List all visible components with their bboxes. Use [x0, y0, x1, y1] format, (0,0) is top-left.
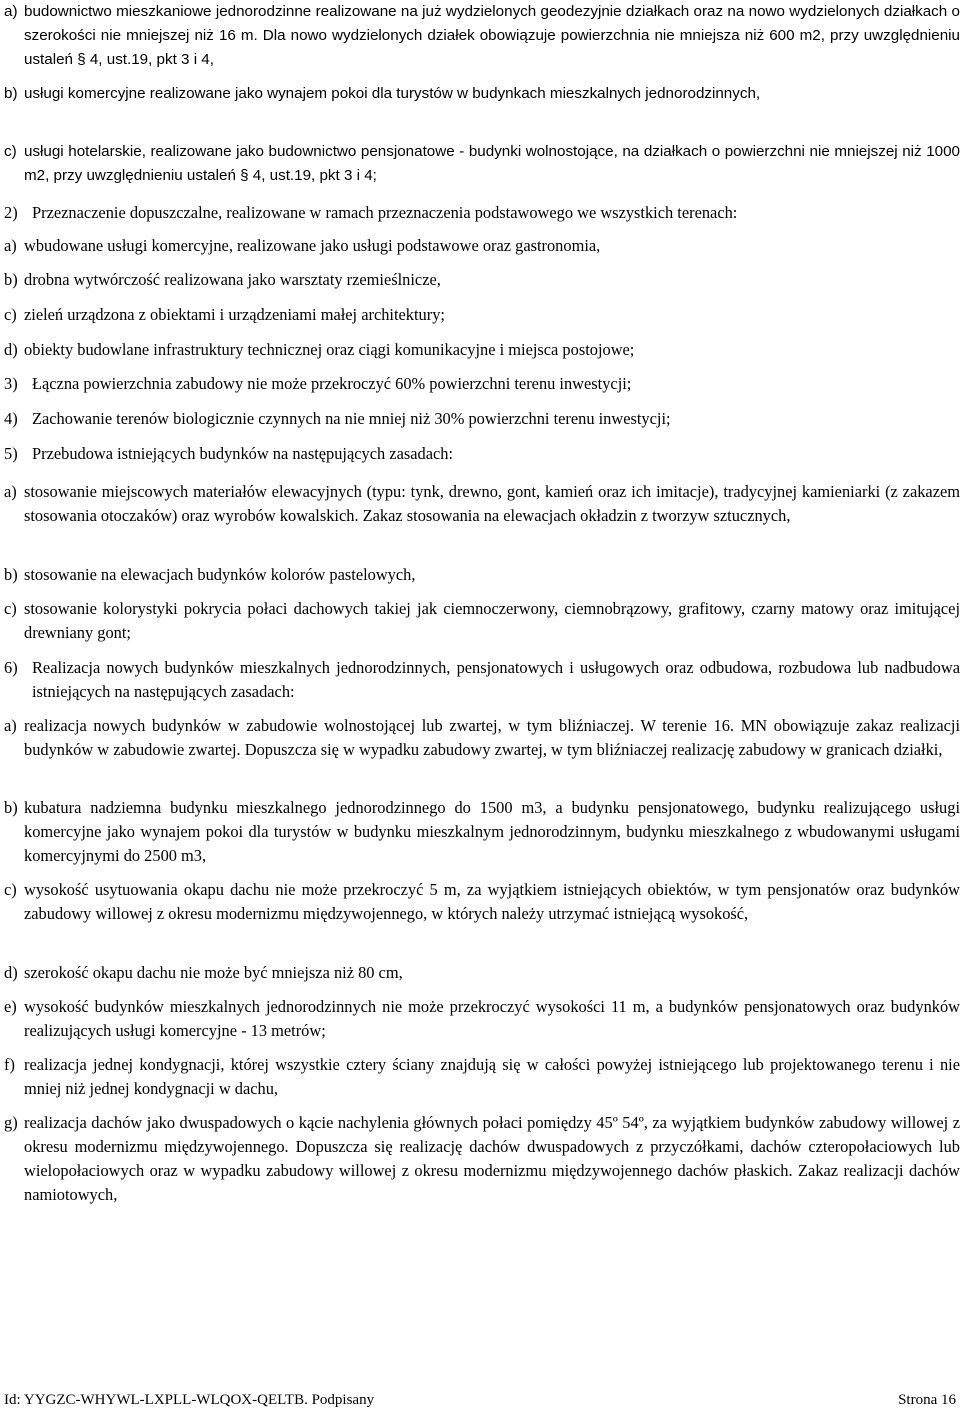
item-marker: 3): [4, 374, 22, 393]
item-text: stosowanie miejscowych materiałów elewacyjnych (typu: tynk, drewno, gont, kamień oraz ich imitacje), tradycyjnej kamieniarki (z zakazem stosowania otoczaków) oraz wyrobów kowalskich. Zakaz stosowania na elewacjach okładzin z tworzyw sztucznych,: [24, 482, 960, 525]
item-text: obiekty budowlane infrastruktury technicznej oraz ciągi komunikacyjne i miejsca postojowe;: [24, 340, 635, 359]
item-marker: c): [4, 305, 21, 324]
list-item: [4, 1053, 960, 1101]
page-number: Strona 16: [898, 1392, 956, 1408]
item-marker: g): [4, 1113, 22, 1132]
item-text: zieleń urządzona z obiektami i urządzeniami małej architektury;: [24, 305, 445, 324]
document-id: Id: YYGZC-WHYWL-LXPLL-WLQOX-QELTB. Podpisany: [4, 1392, 375, 1408]
item-marker: 4): [4, 409, 22, 428]
item-text: stosowanie na elewacjach budynków kolorów pastelowych,: [24, 565, 416, 584]
list-item: [4, 407, 960, 431]
item-marker: 2): [4, 203, 22, 222]
item-text: budownictwo mieszkaniowe jednorodzinne realizowane na już wydzielonych geodezyjnie działkach oraz na nowo wydzielonych działkach o szerokości nie mniejszej niż 16 m. Dla nowo wydzielonych działek obowiązuje powierzchnia nie mniejsza niż 600 m2, przy uwzględnieniu ustaleń § 4, ust.19, pkt 3 i 4,: [24, 3, 960, 68]
list-item: [4, 480, 960, 528]
page-footer: [4, 1388, 956, 1412]
item-text: realizacja jednej kondygnacji, której wszystkie cztery ściany znajdują się w całości powyżej istniejącego lub projektowanego terenu i nie mniej niż jednej kondygnacji w dachu,: [24, 1055, 960, 1098]
item-marker: b): [4, 565, 22, 584]
list-item: [4, 878, 960, 926]
item-marker: b): [4, 85, 22, 102]
item-text: Realizacja nowych budynków mieszkalnych jednorodzinnych, pensjonatowych i usługowych oraz odbudowa, rozbudowa lub nadbudowa istniejących na następujących zasadach:: [32, 658, 960, 701]
item-marker: 5): [4, 444, 22, 463]
item-text: Zachowanie terenów biologicznie czynnych na nie mniej niż 30% powierzchni terenu inwestycji;: [32, 409, 671, 428]
item-text: Przebudowa istniejących budynków na następujących zasadach:: [32, 444, 453, 463]
list-item: [4, 442, 960, 466]
item-marker: a): [4, 236, 21, 255]
item-marker: f): [4, 1055, 20, 1074]
list-item: [4, 714, 960, 762]
list-item: [4, 1111, 960, 1207]
item-text: Przeznaczenie dopuszczalne, realizowane w ramach przeznaczenia podstawowego we wszystkich terenach:: [32, 203, 738, 222]
item-text: Łączna powierzchnia zabudowy nie może przekroczyć 60% powierzchni terenu inwestycji;: [32, 374, 632, 393]
item-marker: d): [4, 963, 22, 982]
item-text: stosowanie kolorystyki pokrycia połaci dachowych takiej jak ciemnoczerwony, ciemnobrązowy, grafitowy, czarny matowy oraz imitującej drewniany gont;: [24, 599, 960, 642]
item-marker: e): [4, 997, 21, 1016]
item-marker: c): [4, 599, 21, 618]
item-text: usługi hotelarskie, realizowane jako budownictwo pensjonatowe - budynki wolnostojące, na działkach o powierzchni nie mniejszej niż 1000 m2, przy uwzględnieniu ustaleń § 4, ust.19, pkt 3 i 4;: [24, 143, 960, 184]
list-item: [4, 656, 960, 704]
item-marker: 6): [4, 658, 22, 677]
item-marker: a): [4, 3, 22, 20]
list-item: [4, 372, 960, 396]
item-text: szerokość okapu dachu nie może być mniejsza niż 80 cm,: [24, 963, 403, 982]
list-item: [4, 338, 960, 362]
item-marker: c): [4, 880, 21, 899]
item-marker: b): [4, 270, 22, 289]
list-item: [4, 0, 960, 72]
list-item: [4, 796, 960, 868]
list-item: [4, 82, 960, 106]
item-marker: a): [4, 482, 21, 501]
item-marker: b): [4, 798, 22, 817]
item-text: wysokość usytuowania okapu dachu nie może przekroczyć 5 m, za wyjątkiem istniejących obiektów, w tym pensjonatów oraz budynków zabudowy willowej z okresu modernizmu międzywojennego, w których należy utrzymać istniejącą wysokość,: [24, 880, 960, 923]
item-text: drobna wytwórczość realizowana jako warsztaty rzemieślnicze,: [24, 270, 441, 289]
item-marker: d): [4, 340, 22, 359]
item-marker: a): [4, 716, 21, 735]
item-text: realizacja dachów jako dwuspadowych o kącie nachylenia głównych połaci pomiędzy 45º 54º, za wyjątkiem budynków zabudowy willowej z okresu modernizmu międzywojennego. Dopuszcza się realizację dachów dwuspadowych z przyczółkami, dachów czteropołaciowych lub wielopołaciowych oraz w wypadku zabudowy willowej z okresu modernizmu międzywojennego dachów płaskich. Zakaz realizacji dachów namiotowych,: [24, 1113, 960, 1204]
item-text: wbudowane usługi komercyjne, realizowane jako usługi podstawowe oraz gastronomia,: [24, 236, 601, 255]
item-text: usługi komercyjne realizowane jako wynajem pokoi dla turystów w budynkach mieszkalnych jednorodzinnych,: [24, 85, 761, 102]
item-text: wysokość budynków mieszkalnych jednorodzinnych nie może przekroczyć wysokości 11 m, a budynków pensjonatowych oraz budynków realizujących usługi komercyjne - 13 metrów;: [24, 997, 960, 1040]
list-item: [4, 140, 960, 188]
item-marker: c): [4, 143, 21, 160]
list-item: [4, 995, 960, 1043]
list-item: [4, 234, 960, 258]
list-item: [4, 597, 960, 645]
list-item: [4, 303, 960, 327]
list-item: [4, 961, 960, 985]
list-item: [4, 268, 960, 292]
list-item: [4, 201, 960, 225]
list-item: [4, 563, 960, 587]
item-text: realizacja nowych budynków w zabudowie wolnostojącej lub zwartej, w tym bliźniaczej. W terenie 16. MN obowiązuje zakaz realizacji budynków w zabudowie zwartej. Dopuszcza się w wypadku zabudowy zwartej, w tym bliźniaczej realizację zabudowy w granicach działki,: [24, 716, 960, 759]
item-text: kubatura nadziemna budynku mieszkalnego jednorodzinnego do 1500 m3, a budynku pensjonatowego, budynku realizującego usługi komercyjne jako wynajem pokoi dla turystów w budynku mieszkalnym jednorodzinnym, budynku mieszkalnego z wbudowanymi usługami komercyjnymi do 2500 m3,: [24, 798, 960, 865]
